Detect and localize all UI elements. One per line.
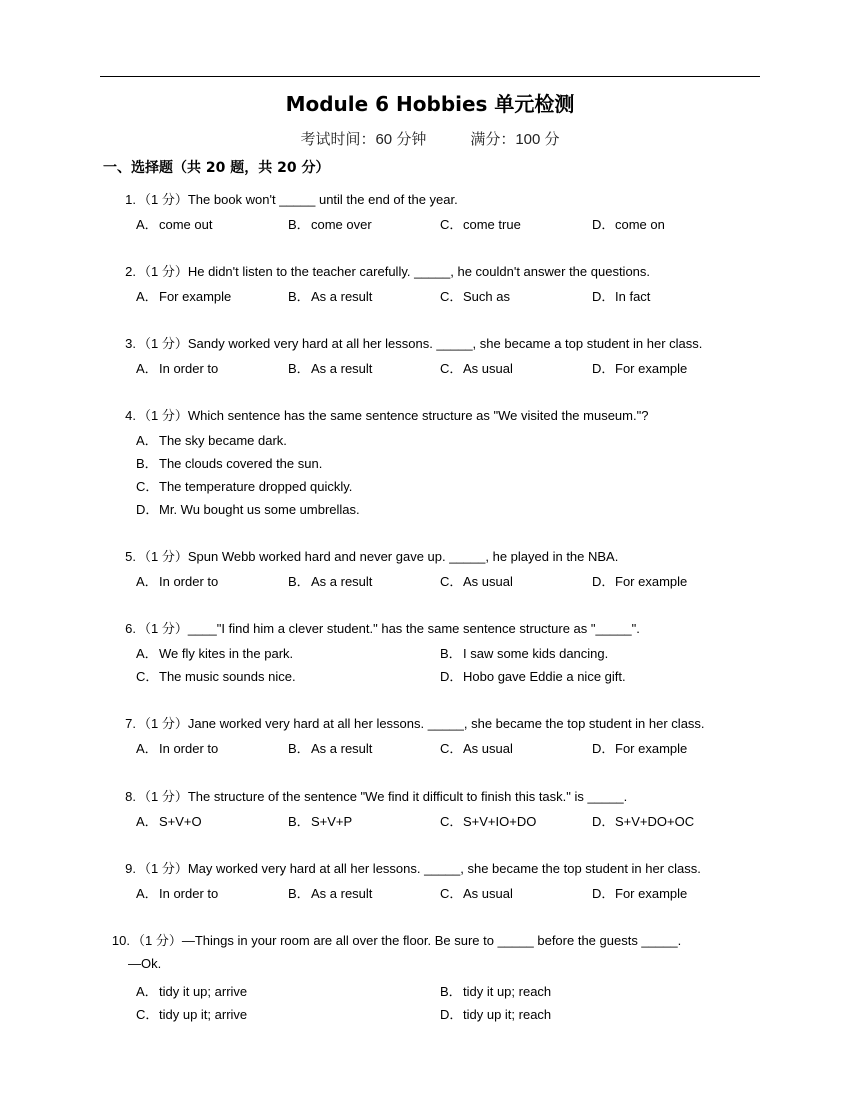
question-stem xyxy=(108,930,681,949)
option-letter: B． xyxy=(288,289,310,304)
option-text: S+V+O xyxy=(159,814,202,829)
option-text: The music sounds nice. xyxy=(159,669,296,684)
option-a[interactable] xyxy=(136,286,231,305)
question-text: May worked very hard at all her lessons. _____, she became the top student in her class. xyxy=(187,861,701,876)
option-letter: D． xyxy=(592,361,615,376)
question-text: Spun Webb worked hard and never gave up. _____, he played in the NBA. xyxy=(187,549,619,564)
question-number: 2. xyxy=(125,264,136,279)
question-points: （1 分） xyxy=(138,264,188,279)
option-text: As usual xyxy=(463,361,513,376)
question-number: 8. xyxy=(125,789,136,804)
option-c[interactable] xyxy=(440,738,513,757)
question-stem xyxy=(116,189,458,208)
question-points: （1 分） xyxy=(138,789,188,804)
option-text: For example xyxy=(615,741,688,756)
question-text: Sandy worked very hard at all her lessons. _____, she became a top student in her class. xyxy=(187,336,703,351)
question-points: （1 分） xyxy=(138,549,188,564)
option-letter: B． xyxy=(288,217,310,232)
question-text: Which sentence has the same sentence structure as "We visited the museum."? xyxy=(187,408,649,423)
option-d[interactable] xyxy=(440,1004,551,1023)
question-text: —Things in your room are all over the floor. Be sure to _____ before the guests _____. xyxy=(181,933,682,948)
option-a[interactable] xyxy=(136,811,202,830)
question-stem xyxy=(116,713,705,732)
option-letter: D． xyxy=(592,217,615,232)
option-text: In order to xyxy=(159,741,219,756)
question-number: 10. xyxy=(111,933,130,948)
option-text: In fact xyxy=(615,289,651,304)
option-c[interactable] xyxy=(440,358,513,377)
option-text: come true xyxy=(463,217,521,232)
option-text: come over xyxy=(311,217,372,232)
option-letter: D． xyxy=(592,814,615,829)
exam-info xyxy=(0,128,860,149)
option-letter: B． xyxy=(288,361,310,376)
option-text: As a result xyxy=(311,886,373,901)
option-text: S+V+P xyxy=(311,814,353,829)
option-text: Such as xyxy=(463,289,510,304)
dialogue-reply: —Ok. xyxy=(128,956,162,971)
option-text: S+V+DO+OC xyxy=(615,814,695,829)
option-text: We fly kites in the park. xyxy=(159,646,294,661)
option-d[interactable] xyxy=(136,499,360,518)
option-letter: B． xyxy=(288,814,310,829)
option-text: The clouds covered the sun. xyxy=(159,456,323,471)
question-stem xyxy=(116,405,648,424)
option-d[interactable] xyxy=(440,666,626,685)
option-letter: A． xyxy=(136,217,158,232)
question-points: （1 分） xyxy=(138,192,188,207)
option-a[interactable] xyxy=(136,358,218,377)
option-letter: C． xyxy=(136,1007,159,1022)
option-a[interactable] xyxy=(136,214,212,233)
option-c[interactable] xyxy=(136,666,296,685)
question-stem xyxy=(116,858,701,877)
option-d[interactable] xyxy=(592,358,687,377)
page-title: Module 6 Hobbies 单元检测 xyxy=(285,92,575,116)
option-letter: B． xyxy=(440,646,462,661)
option-text: For example xyxy=(159,289,232,304)
option-c[interactable] xyxy=(440,571,513,590)
option-d[interactable] xyxy=(592,571,687,590)
option-letter: C． xyxy=(440,814,463,829)
option-a[interactable] xyxy=(136,738,218,757)
question-text: He didn't listen to the teacher carefully. _____, he couldn't answer the questions. xyxy=(187,264,651,279)
option-letter: A． xyxy=(136,984,158,999)
option-text: As a result xyxy=(311,741,373,756)
option-text: For example xyxy=(615,574,688,589)
option-letter: C． xyxy=(440,886,463,901)
option-text: Mr. Wu bought us some umbrellas. xyxy=(159,502,360,517)
question-text: The structure of the sentence "We find it difficult to finish this task." is _____. xyxy=(187,789,628,804)
question-stem xyxy=(116,618,640,637)
option-text: I saw some kids dancing. xyxy=(463,646,609,661)
option-a[interactable] xyxy=(136,883,218,902)
option-text: tidy up it; reach xyxy=(463,1007,552,1022)
option-d[interactable] xyxy=(592,214,665,233)
option-d[interactable] xyxy=(592,811,694,830)
option-text: As a result xyxy=(311,574,373,589)
option-b[interactable] xyxy=(288,358,372,377)
option-d[interactable] xyxy=(592,883,687,902)
question-text: ____"I find him a clever student." has the same sentence structure as "_____". xyxy=(187,621,640,636)
option-letter: D． xyxy=(592,886,615,901)
option-c[interactable] xyxy=(136,1004,247,1023)
option-letter: C． xyxy=(440,289,463,304)
question-number: 3. xyxy=(125,336,136,351)
option-letter: A． xyxy=(136,289,158,304)
option-text: come on xyxy=(615,217,665,232)
question-points: （1 分） xyxy=(138,861,188,876)
option-letter: C． xyxy=(440,574,463,589)
question-stem xyxy=(116,786,627,805)
question-points: （1 分） xyxy=(138,716,188,731)
option-c[interactable] xyxy=(440,811,536,830)
option-letter: A． xyxy=(136,814,158,829)
option-a[interactable] xyxy=(136,643,293,662)
option-b[interactable] xyxy=(288,811,352,830)
option-b[interactable] xyxy=(288,286,372,305)
option-b[interactable] xyxy=(288,571,372,590)
option-letter: A． xyxy=(136,646,158,661)
option-c[interactable] xyxy=(440,883,513,902)
option-text: As a result xyxy=(311,289,373,304)
question-points: （1 分） xyxy=(138,408,188,423)
option-letter: D． xyxy=(440,669,463,684)
question-number: 9. xyxy=(125,861,136,876)
option-c[interactable] xyxy=(440,214,521,233)
question-text: The book won't _____ until the end of the year. xyxy=(187,192,458,207)
top-rule xyxy=(100,76,760,77)
option-text: The sky became dark. xyxy=(159,433,287,448)
question-stem xyxy=(116,546,618,565)
option-c[interactable] xyxy=(440,286,510,305)
question-stem xyxy=(116,261,650,280)
option-d[interactable] xyxy=(592,286,650,305)
option-text: As usual xyxy=(463,574,513,589)
option-b[interactable] xyxy=(440,981,551,1000)
option-letter: A． xyxy=(136,886,158,901)
option-text: As usual xyxy=(463,741,513,756)
option-letter: B． xyxy=(440,984,462,999)
option-letter: A． xyxy=(136,433,158,448)
question-points: （1 分） xyxy=(138,621,188,636)
question-points: （1 分） xyxy=(138,336,188,351)
option-text: Hobo gave Eddie a nice gift. xyxy=(463,669,626,684)
exam-full-score: 满分：100 分 xyxy=(470,131,560,148)
option-text: come out xyxy=(159,217,213,232)
option-text: For example xyxy=(615,886,688,901)
option-text: In order to xyxy=(159,574,219,589)
option-text: The temperature dropped quickly. xyxy=(159,479,353,494)
option-letter: D． xyxy=(592,574,615,589)
option-letter: A． xyxy=(136,361,158,376)
option-text: tidy up it; arrive xyxy=(159,1007,248,1022)
option-a[interactable] xyxy=(136,430,287,449)
exam-time: 考试时间：60 分钟 xyxy=(300,131,427,148)
option-b[interactable] xyxy=(440,643,608,662)
question-stem xyxy=(116,333,702,352)
option-a[interactable] xyxy=(136,571,218,590)
option-a[interactable] xyxy=(136,981,247,1000)
option-letter: B． xyxy=(288,741,310,756)
option-letter: C． xyxy=(440,217,463,232)
option-letter: B． xyxy=(288,886,310,901)
option-d[interactable] xyxy=(592,738,687,757)
question-text: Jane worked very hard at all her lessons. _____, she became the top student in her class. xyxy=(187,716,705,731)
question-number: 6. xyxy=(125,621,136,636)
question-number: 5. xyxy=(125,549,136,564)
option-letter: C． xyxy=(440,741,463,756)
option-text: tidy it up; arrive xyxy=(159,984,248,999)
question-number: 4. xyxy=(125,408,136,423)
option-text: S+V+IO+DO xyxy=(463,814,537,829)
option-b[interactable] xyxy=(288,214,372,233)
option-letter: C． xyxy=(440,361,463,376)
option-text: For example xyxy=(615,361,688,376)
option-text: tidy it up; reach xyxy=(463,984,552,999)
section-heading: 一、选择题（共 20 题，共 20 分） xyxy=(103,160,330,176)
option-text: As a result xyxy=(311,361,373,376)
question-number: 1. xyxy=(125,192,136,207)
option-letter: B． xyxy=(288,574,310,589)
option-letter: D． xyxy=(136,502,159,517)
option-text: In order to xyxy=(159,361,219,376)
option-letter: A． xyxy=(136,574,158,589)
question-number: 7. xyxy=(125,716,136,731)
option-letter: D． xyxy=(592,741,615,756)
option-letter: B． xyxy=(136,456,158,471)
option-text: In order to xyxy=(159,886,219,901)
option-c[interactable] xyxy=(136,476,352,495)
option-letter: D． xyxy=(440,1007,463,1022)
option-b[interactable] xyxy=(288,738,372,757)
option-letter: C． xyxy=(136,479,159,494)
option-letter: D． xyxy=(592,289,615,304)
option-b[interactable] xyxy=(288,883,372,902)
option-text: As usual xyxy=(463,886,513,901)
option-letter: C． xyxy=(136,669,159,684)
option-letter: A． xyxy=(136,741,158,756)
option-b[interactable] xyxy=(136,453,322,472)
question-points: （1 分） xyxy=(132,933,182,948)
